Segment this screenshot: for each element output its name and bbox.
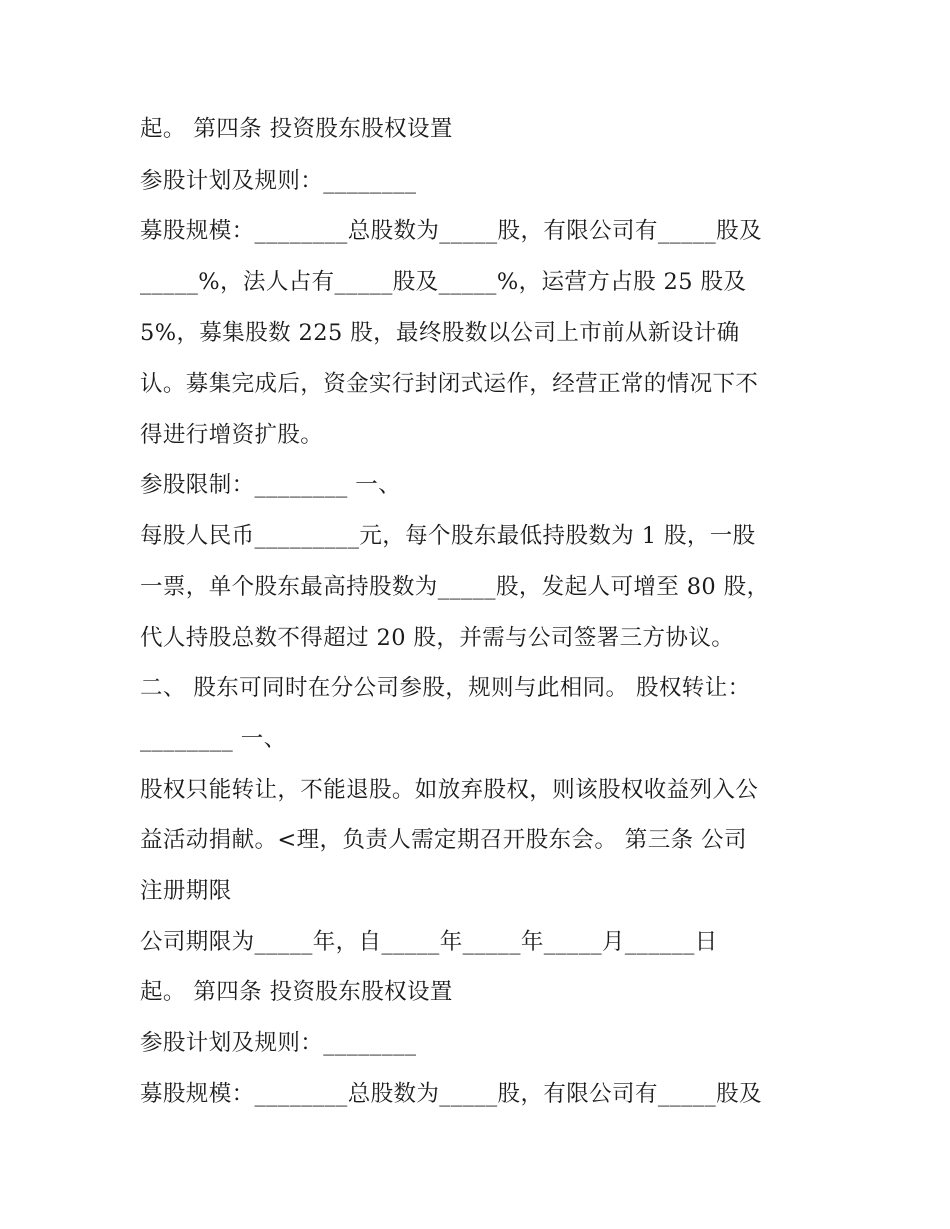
text-line: 参股计划及规则：________: [140, 1030, 417, 1056]
text-line: 得进行增资扩股。: [140, 422, 324, 448]
text-line: 募股规模：________总股数为_____股，有限公司有_____股及: [140, 218, 762, 244]
text-line: 募股规模：________总股数为_____股，有限公司有_____股及: [140, 1081, 762, 1107]
text-line: 每股人民币_________元，每个股东最低持股数为 1 股，一股: [140, 523, 756, 549]
text-line: _____%，法人占有_____股及_____%，运营方占股 25 股及: [140, 269, 747, 295]
text-line: 参股限制：________ 一、: [140, 472, 402, 498]
text-line: 益活动捐献。<理，负责人需定期召开股东会。 第三条 公司: [140, 827, 747, 853]
text-line: 起。 第四条 投资股东股权设置: [140, 116, 453, 142]
text-line: 认。募集完成后，资金实行封闭式运作，经营正常的情况下不: [140, 371, 759, 397]
text-line: ________ 一、: [140, 726, 287, 752]
text-line: 一票，单个股东最高持股数为_____股，发起人可增至 80 股，: [140, 574, 770, 600]
text-line: 起。 第四条 投资股东股权设置: [140, 979, 453, 1005]
text-line: 股权只能转让，不能退股。如放弃股权，则该股权收益列入公: [140, 777, 759, 803]
text-line: 注册期限: [140, 878, 232, 904]
text-line: 参股计划及规则：________: [140, 168, 417, 194]
text-line: 二、 股东可同时在分公司参股，规则与此相同。 股权转让：: [140, 675, 751, 701]
text-line: 代人持股总数不得超过 20 股，并需与公司签署三方协议。: [140, 625, 735, 651]
text-line: 5%，募集股数 225 股，最终股数以公司上市前从新设计确: [140, 320, 740, 346]
text-line: 公司期限为_____年，自_____年_____年_____月______日: [140, 929, 718, 955]
